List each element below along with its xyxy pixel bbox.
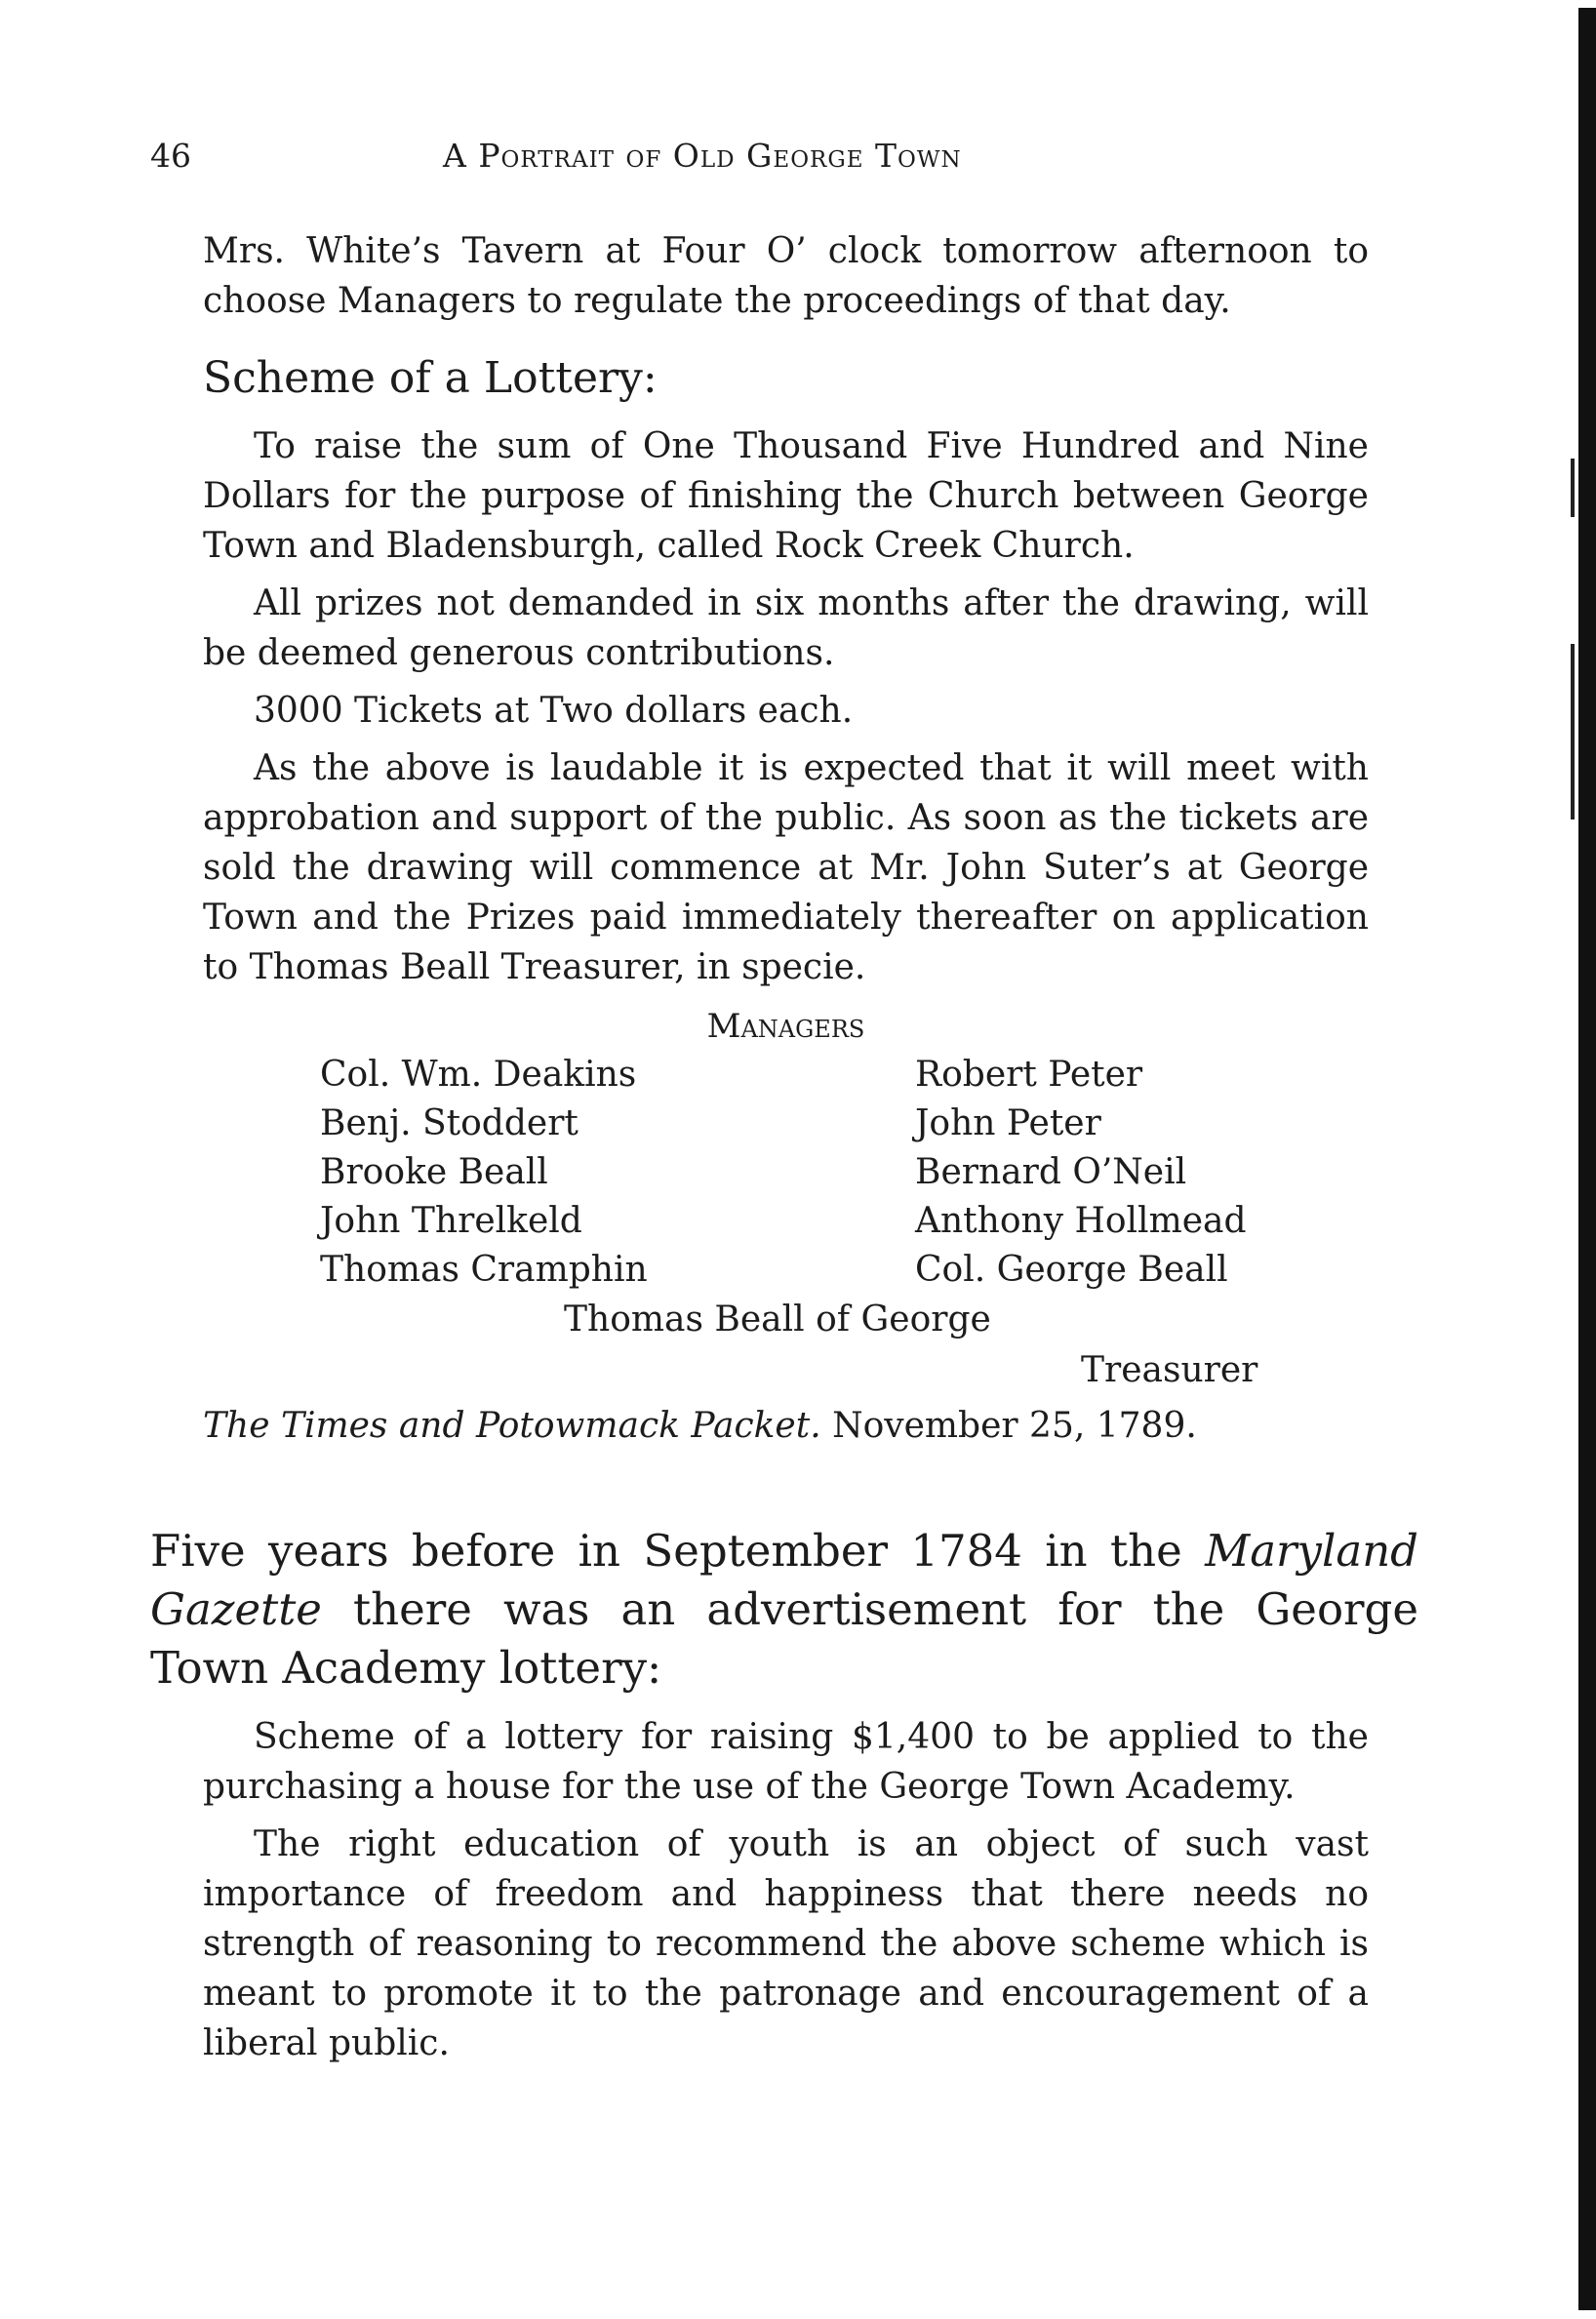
manager-name: Thomas Cramphin: [320, 1250, 648, 1290]
manager-name: John Threlkeld: [320, 1201, 582, 1241]
scan-edge-bar: [1578, 8, 1596, 2310]
page-number: 46: [150, 137, 191, 175]
scan-edge-mark: [1571, 459, 1575, 517]
manager-name: Robert Peter: [915, 1055, 1143, 1095]
quote-block-1: [203, 226, 1369, 326]
scan-edge-mark: [1571, 644, 1575, 820]
citation: [203, 1400, 1369, 1453]
newspaper-title: Maryland Gazette: [150, 1525, 1418, 1635]
paragraph: The right education of youth is an object of such vast importance of freedom and happiness that there needs no strength of reasoning to recommend the above scheme which is meant to promote it to the patronage and encouragement of a liberal public.: [203, 1824, 1369, 2063]
manager-name: Brooke Beall: [320, 1152, 548, 1192]
intro-paragraph: Mrs. White’s Tavern at Four O’ clock tomorrow afternoon to choose Managers to regulate the proceedings of that day.: [203, 231, 1369, 321]
managers-right-column: [915, 1051, 1247, 1295]
quote-block-2: [203, 1712, 1369, 2068]
managers-list: [203, 1051, 1369, 1295]
manager-name: Benj. Stoddert: [320, 1103, 579, 1143]
manager-name: Col. Wm. Deakins: [320, 1055, 637, 1095]
manager-name: John Peter: [915, 1103, 1101, 1143]
paragraph: As the above is laudable it is expected that it will meet with approbation and support of the public. As soon as the tickets are sold the drawing will commence at Mr. John Suter’s at George Town and the Prizes paid immediately thereafter on application to Thomas Beall Treasurer, in specie.: [203, 748, 1369, 987]
managers-title: Managers: [706, 1007, 865, 1046]
lottery-scheme: [203, 421, 1369, 1453]
lottery-heading-block: [203, 351, 1369, 406]
treasurer-name: Thomas Beall of George: [564, 1299, 991, 1339]
narrative-text: Five years before in September 1784 in the: [150, 1525, 1182, 1577]
manager-name: Anthony Hollmead: [915, 1201, 1247, 1241]
section-heading: Scheme of a Lottery:: [203, 353, 658, 403]
paragraph: To raise the sum of One Thousand Five Hundred and Nine Dollars for the purpose of finishing the Church between George Town and Bladensburgh, called Rock Creek Church.: [203, 426, 1369, 566]
citation-source: The Times and Potowmack Packet.: [203, 1406, 821, 1446]
citation-date: November 25, 1789.: [832, 1406, 1197, 1446]
managers-left-column: [320, 1051, 648, 1295]
manager-name: Bernard O’Neil: [915, 1152, 1187, 1192]
paragraph: 3000 Tickets at Two dollars each.: [254, 691, 854, 731]
paragraph: Scheme of a lottery for raising $1,400 to be applied to the purchasing a house for the use of the George Town Academy.: [203, 1717, 1369, 1807]
paragraph: All prizes not demanded in six months after the drawing, will be deemed generous contributions.: [203, 583, 1369, 673]
narrative-text: there was an advertisement for the George Town Academy lottery:: [150, 1583, 1418, 1694]
manager-name: Col. George Beall: [915, 1250, 1228, 1290]
page-header: [150, 137, 1370, 195]
running-title: A Portrait of Old George Town: [443, 137, 962, 175]
treasurer-title: Treasurer: [1081, 1350, 1258, 1390]
narrative-paragraph: [150, 1522, 1418, 1698]
